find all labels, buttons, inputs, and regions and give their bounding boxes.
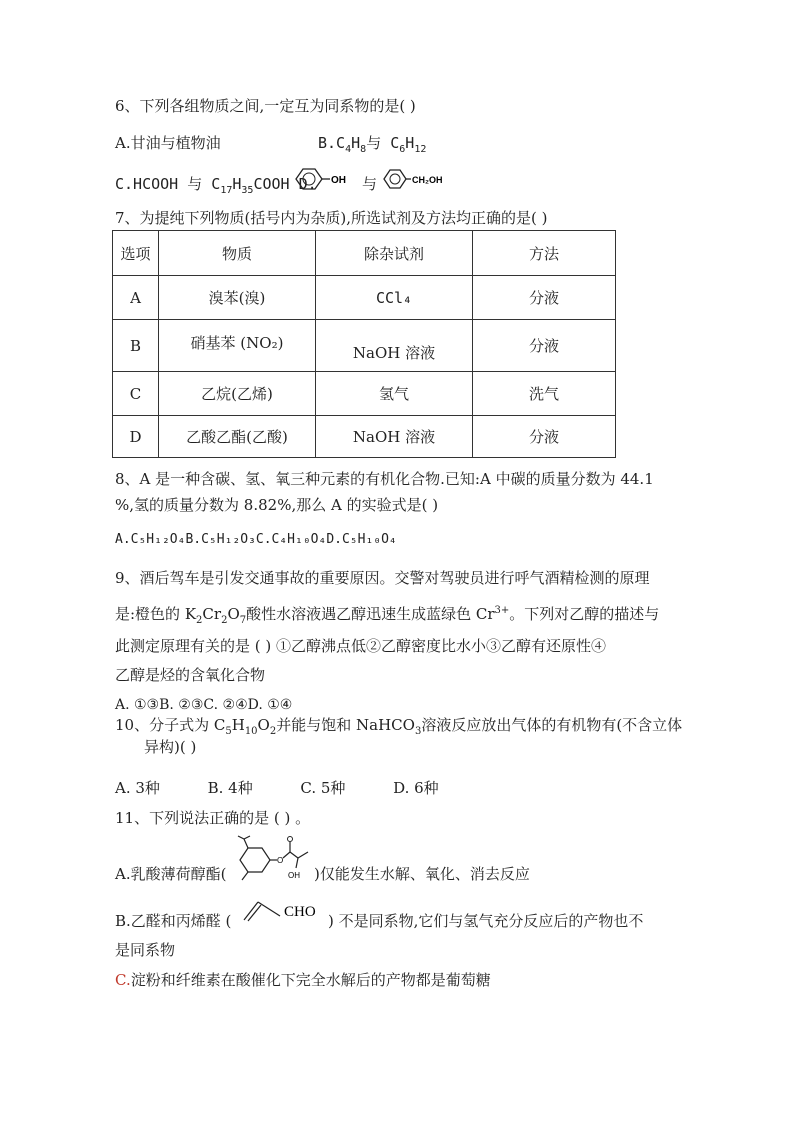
table-cell: CCl₄ <box>316 276 473 320</box>
q11-c-text: 淀粉和纤维素在酸催化下完全水解后的产物都是葡萄糖 <box>130 971 491 989</box>
q11-b-line2: 是同系物 <box>115 941 176 959</box>
table-cell: A <box>113 276 159 320</box>
q11-b-suffix: ) 不是同系物,它们与氢气充分反应后的产物也不 <box>328 912 644 930</box>
ch2oh-label: CH₂OH <box>412 175 443 185</box>
q6-option-a: A.甘油与植物油 <box>115 134 221 152</box>
q9-options: A. ①③B. ②③C. ②④D. ①④ <box>115 697 293 713</box>
q7-stem: 7、为提纯下列物质(括号内为杂质),所选试剂及方法均正确的是( ) <box>115 209 548 227</box>
q8-options: A.C₅H₁₂O₄B.C₅H₁₂O₃C.C₄H₁₀O₄D.C₅H₁₀O₄ <box>115 532 397 547</box>
q6-d-and: 与 <box>362 175 378 193</box>
table-header: 方法 <box>473 231 616 276</box>
q11-a-suffix: )仅能发生水解、氧化、消去反应 <box>314 865 530 883</box>
table-row <box>113 276 616 320</box>
table-cell: 分液 <box>473 320 616 372</box>
q6-stem: 6、下列各组物质之间,一定互为同系物的是( ) <box>115 97 416 115</box>
table-row <box>113 416 616 458</box>
table-cell: 氢气 <box>316 372 473 416</box>
phenol-structure-icon <box>290 164 360 194</box>
table-cell: D <box>113 416 159 458</box>
q8-line1: 8、A 是一种含碳、氢、氧三种元素的有机化合物.已知:A 中碳的质量分数为 44.1 <box>115 470 654 488</box>
table-header: 物质 <box>159 231 316 276</box>
ester-o-label: O <box>277 856 284 865</box>
lactate-oh-label: OH <box>288 871 300 880</box>
q11-b-prefix: B.乙醛和丙烯醛 ( <box>115 912 232 930</box>
q9-line4: 乙醇是烃的含氧化合物 <box>115 666 266 684</box>
table-cell: B <box>113 320 159 372</box>
q11-c-letter: C. <box>115 971 131 989</box>
q7-table <box>112 230 616 458</box>
phenol-oh-label: OH <box>331 175 346 186</box>
q10-line2: 异构)( ) <box>144 738 197 756</box>
q9-line2: 是:橙色的 $K_2Cr_2O_7$酸性水溶液遇乙醇迅速生成蓝绿色 $Cr^{3+}$。下列对乙醇的描述与 <box>115 605 660 626</box>
table-cell: NaOH 溶液 <box>316 416 473 458</box>
table-header-row <box>113 231 616 276</box>
table-cell: 乙烷(乙烯) <box>159 372 316 416</box>
q10-line1: 10、分子式为 $C_5H_{10}O_2$并能与饱和 NaHCO$_3$溶液反应放出气体的有机物有(不含立体 <box>115 716 683 737</box>
q8-line2: %,氢的质量分数为 8.82%,那么 A 的实验式是( ) <box>115 496 439 514</box>
acrolein-structure-icon <box>240 896 330 926</box>
table-cell: 乙酸乙酯(乙酸) <box>159 416 316 458</box>
table-cell: 分液 <box>473 276 616 320</box>
table-cell: 分液 <box>473 416 616 458</box>
table-row <box>113 320 616 372</box>
table-cell: NaOH 溶液 <box>316 320 473 372</box>
table-header: 除杂试剂 <box>316 231 473 276</box>
benzyl-alcohol-structure-icon <box>380 164 460 194</box>
q6-option-c: C.HCOOH 与 $C_{17}H_{35}COOH$ D. <box>115 175 317 196</box>
table-row <box>113 372 616 416</box>
q9-line1: 9、酒后驾车是引发交通事故的重要原因。交警对驾驶员进行呼气酒精检测的原理 <box>115 569 650 587</box>
table-cell: 硝基苯 (NO₂) <box>159 320 316 372</box>
q6-option-b: $B.C_4H_8$与 $C_6H_{12}$ <box>318 134 427 155</box>
q10-options: A. 3种 B. 4种 C. 5种 D. 6种 <box>115 779 439 797</box>
q11-a-prefix: A.乳酸薄荷醇酯( <box>115 865 227 883</box>
table-cell: 溴苯(溴) <box>159 276 316 320</box>
q11-option-c <box>115 970 491 990</box>
cho-label: CHO <box>284 904 316 920</box>
menthyl-lactate-structure-icon <box>230 834 314 882</box>
table-cell: C <box>113 372 159 416</box>
table-header: 选项 <box>113 231 159 276</box>
table-cell: 洗气 <box>473 372 616 416</box>
q11-stem: 11、下列说法正确的是 ( ) 。 <box>115 809 311 827</box>
q9-line3: 此测定原理有关的是 ( ) ①乙醇沸点低②乙醇密度比水小③乙醇有还原性④ <box>115 637 607 655</box>
